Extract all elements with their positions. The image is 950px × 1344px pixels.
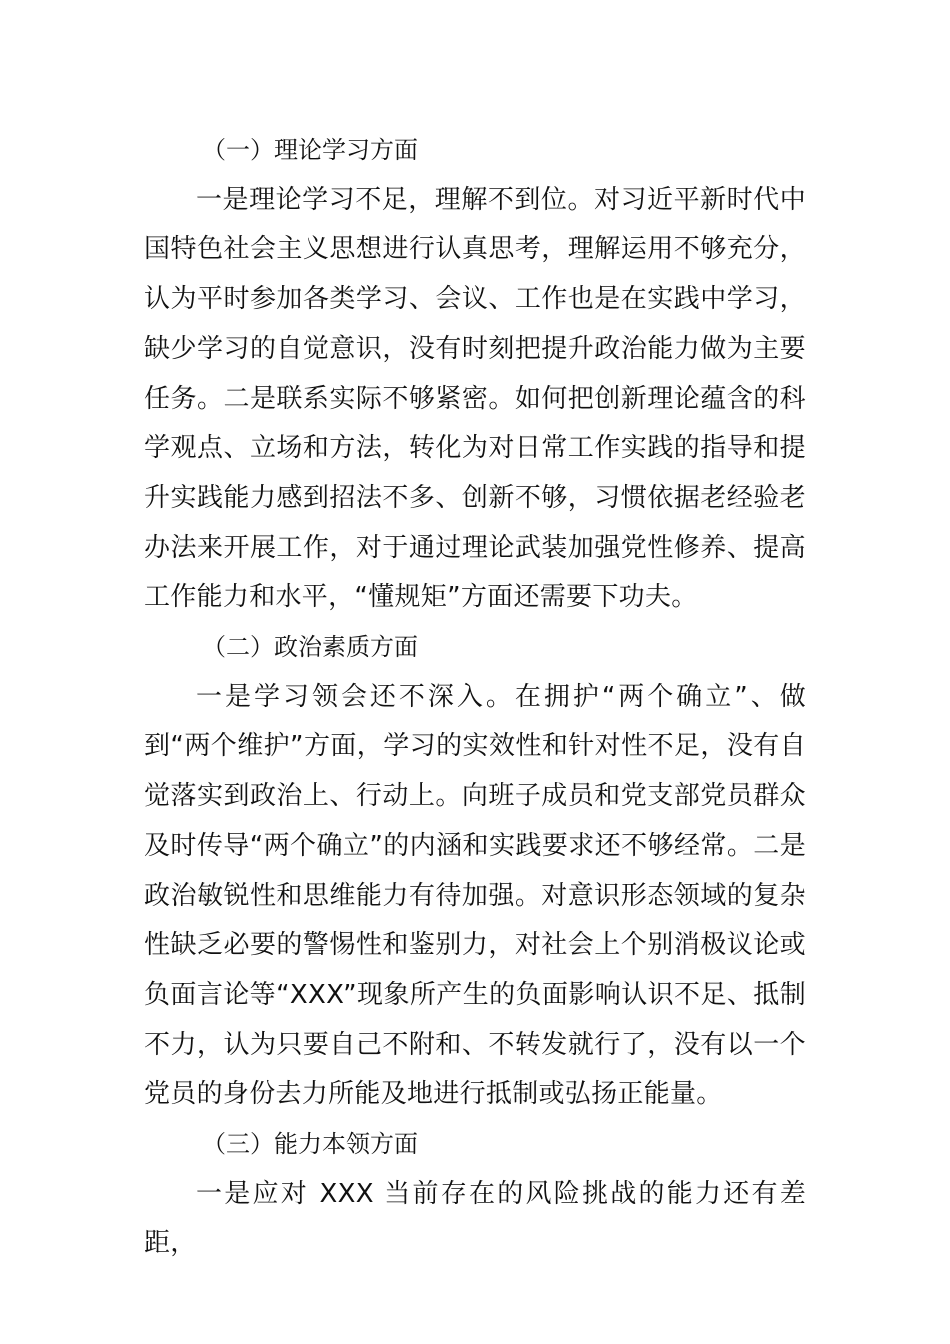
section-heading-political-quality: （二）政治素质方面 bbox=[202, 633, 418, 662]
section-heading-ability-skills: （三）能力本领方面 bbox=[202, 1130, 418, 1159]
section-body-theory-study: 一是理论学习不足，理解不到位。对习近平新时代中国特色社会主义思想进行认真思考，理解运用不够充分，认为平时参加各类学习、会议、工作也是在实践中学习，缺少学习的自觉意识，没有时刻把提升政治能力做为主要任务。二是联系实际不够紧密。如何把创新理论蕴含的科学观点、立场和方法，转化为对日常工作实践的指导和提升实践能力感到招法不多、创新不够，习惯依据老经验老办法来开展工作，对于通过理论武装加强党性修养、提高工作能力和水平，“懂规矩”方面还需要下功夫。 bbox=[144, 184, 806, 613]
document-page bbox=[144, 126, 806, 1269]
section-body-ability-skills: 一是应对 XXX 当前存在的风险挑战的能力还有差距， bbox=[144, 1178, 806, 1259]
section-heading-theory-study: （一）理论学习方面 bbox=[202, 136, 418, 164]
section-body-political-quality: 一是学习领会还不深入。在拥护“两个确立”、做到“两个维护”方面，学习的实效性和针对性不足，没有自觉落实到政治上、行动上。向班子成员和党支部党员群众及时传导“两个确立”的内涵和实践要求还不够经常。二是政治敏锐性和思维能力有待加强。对意识形态领域的复杂性缺乏必要的警惕性和鉴别力，对社会上个别消极议论或负面言论等“XXX”现象所产生的负面影响认识不足、抵制不力，认为只要自己不附和、不转发就行了，没有以一个党员的身份去力所能及地进行抵制或弘扬正能量。 bbox=[144, 681, 806, 1110]
